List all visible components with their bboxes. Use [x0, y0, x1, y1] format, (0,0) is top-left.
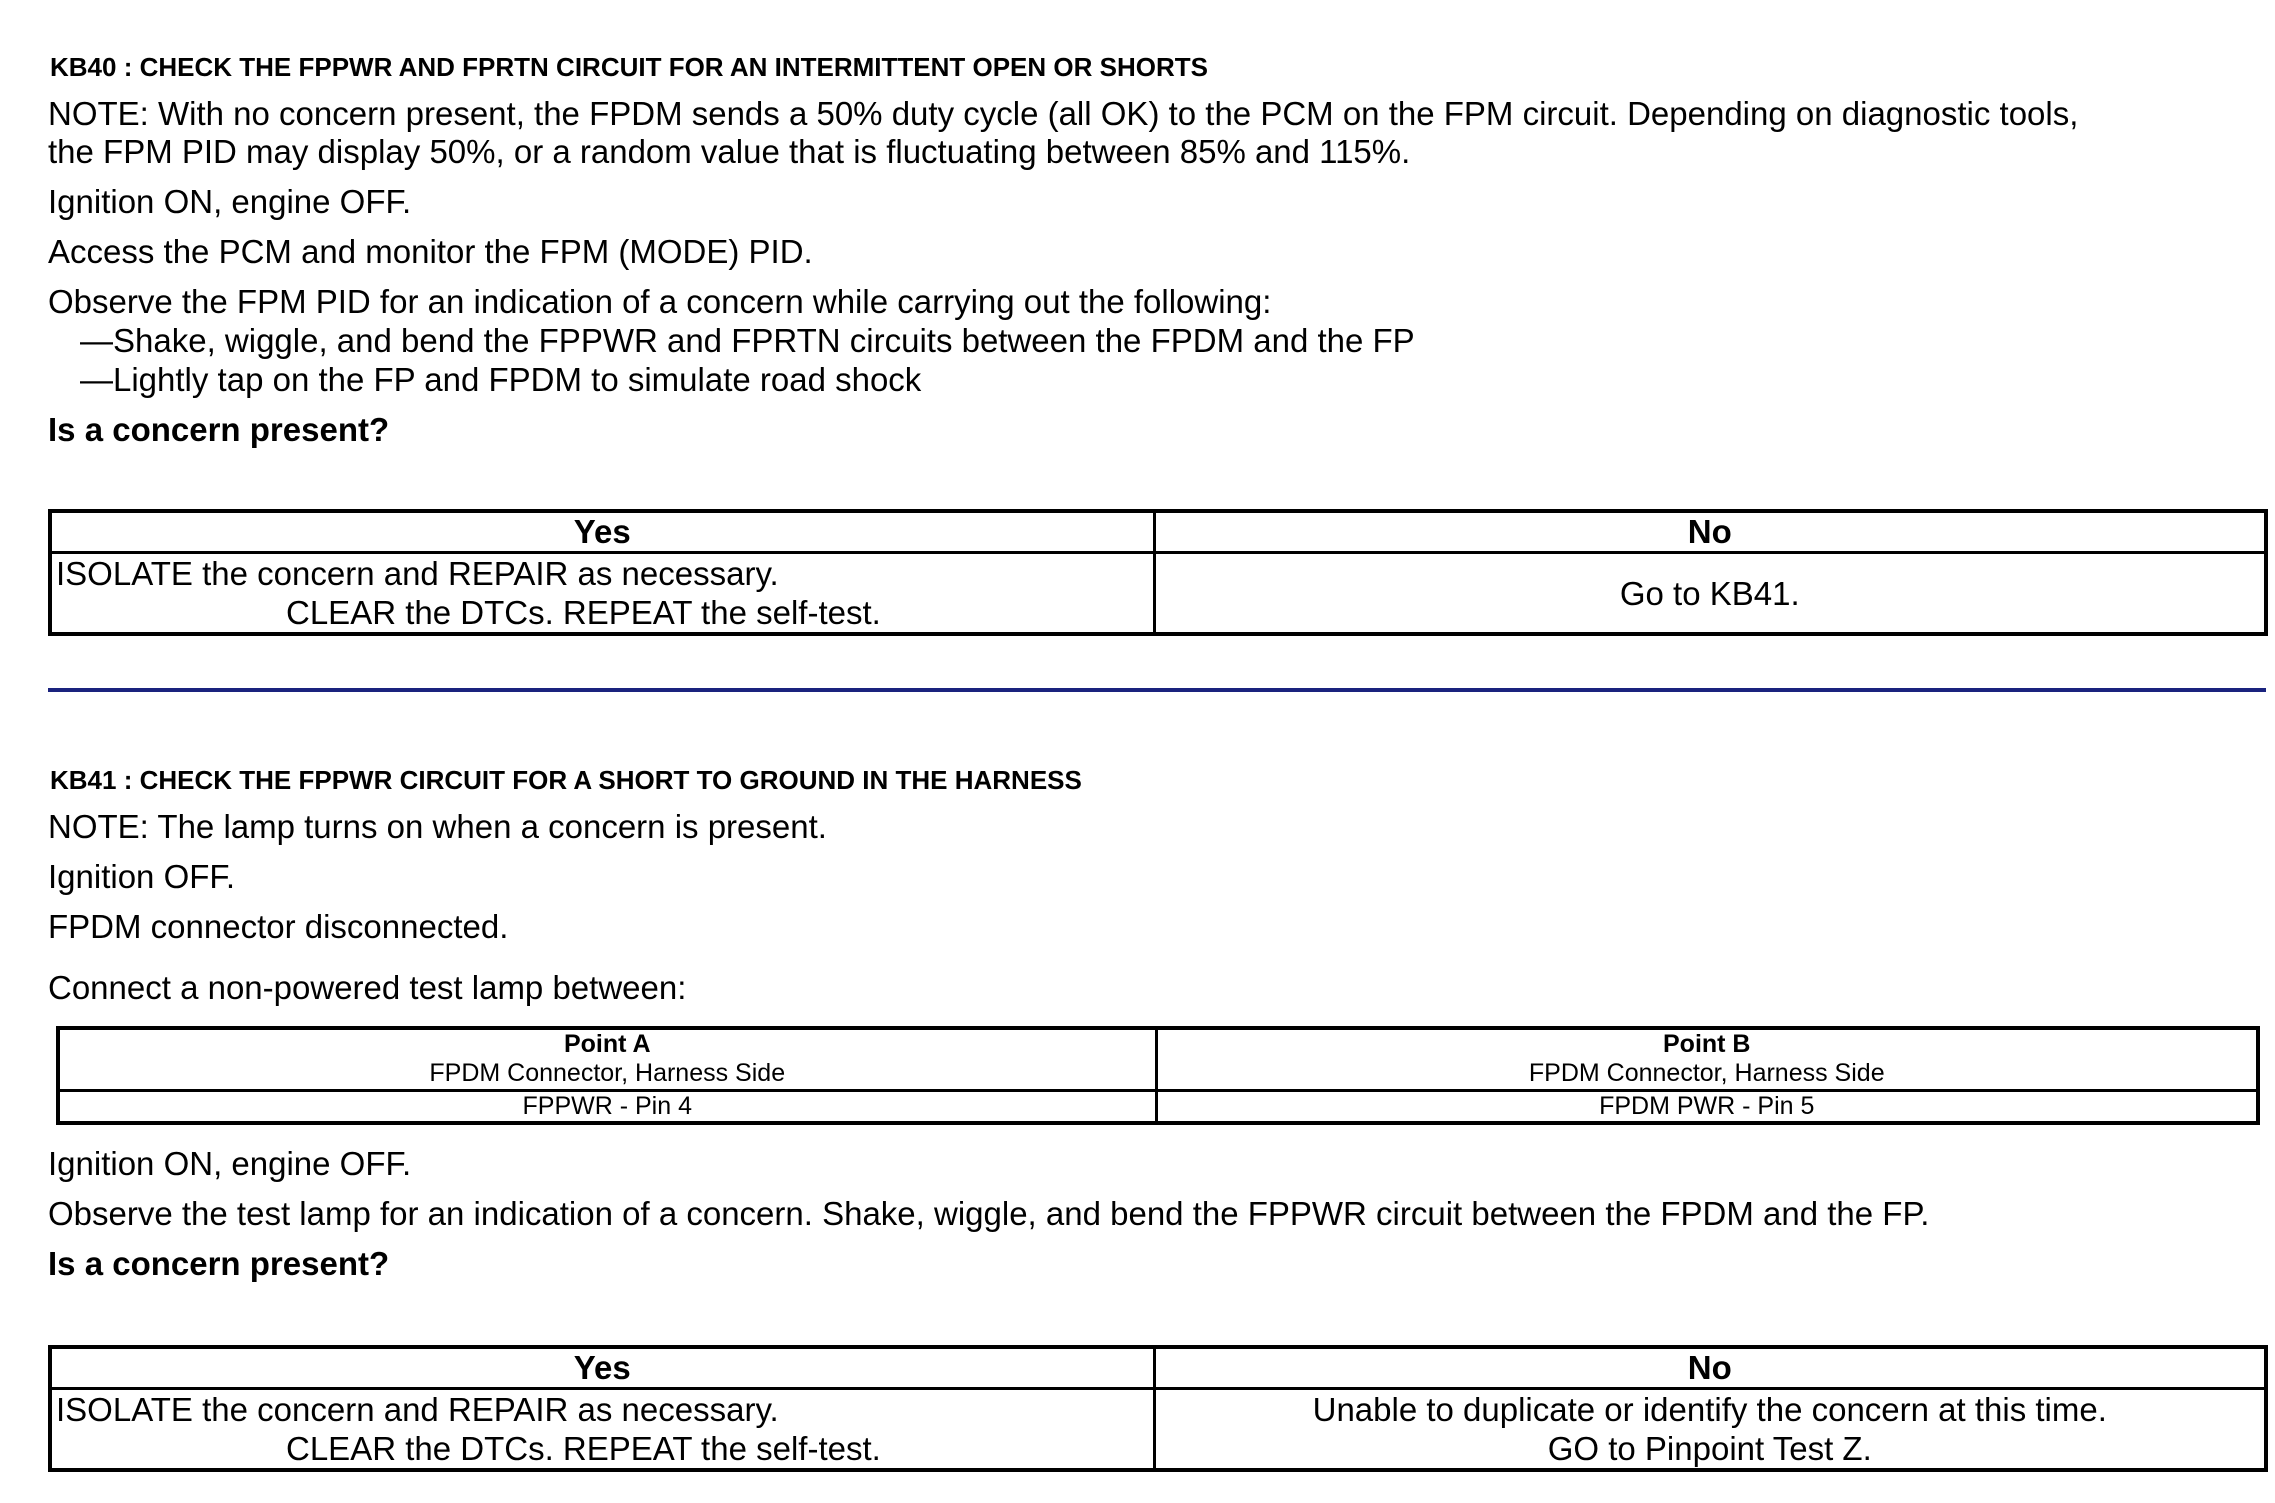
kb41-no-cell	[1154, 1389, 2266, 1471]
kb40-step-observe: Observe the FPM PID for an indication of a concern while carrying out the following:	[48, 283, 1272, 320]
kb41-step-ignition-off: Ignition OFF.	[48, 858, 236, 895]
kb41-step-connector: FPDM connector disconnected.	[48, 908, 509, 945]
kb40-result-table	[48, 509, 2268, 636]
kb41-points-table	[56, 1026, 2260, 1125]
point-b-sub: FPDM Connector, Harness Side	[1528, 1059, 1885, 1088]
point-a-pin: FPPWR - Pin 4	[58, 1090, 1156, 1123]
kb41-question: Is a concern present?	[48, 1245, 390, 1282]
point-a-title: Point A	[563, 1030, 651, 1059]
kb41-no-line1: Unable to duplicate or identify the concern at this time.	[1312, 1391, 2107, 1428]
kb41-yes-header: Yes	[50, 1347, 1154, 1389]
point-a-cell	[58, 1028, 1156, 1090]
kb40-no-header: No	[1154, 511, 2266, 553]
point-b-cell	[1156, 1028, 2258, 1090]
kb40-yes-cell	[50, 553, 1154, 635]
kb40-step-ignition: Ignition ON, engine OFF.	[48, 183, 412, 220]
kb40-note-line2: the FPM PID may display 50%, or a random value that is fluctuating between 85% and 115%.	[48, 133, 1411, 170]
kb40-step-access-pcm: Access the PCM and monitor the FPM (MODE) PID.	[48, 233, 813, 270]
section-divider	[48, 688, 2266, 692]
point-b-title: Point B	[1663, 1030, 1751, 1059]
kb40-heading: KB40 : CHECK THE FPPWR AND FPRTN CIRCUIT FOR AN INTERMITTENT OPEN OR SHORTS	[50, 52, 1208, 82]
kb41-step-ignition-on: Ignition ON, engine OFF.	[48, 1145, 412, 1182]
kb40-bullet-tap: —Lightly tap on the FP and FPDM to simulate road shock	[80, 361, 922, 398]
point-b-pin: FPDM PWR - Pin 5	[1156, 1090, 2258, 1123]
point-a-sub: FPDM Connector, Harness Side	[429, 1059, 786, 1088]
kb41-yes-line1: ISOLATE the concern and REPAIR as necessary.	[56, 1391, 779, 1428]
kb40-yes-line1: ISOLATE the concern and REPAIR as necessary.	[56, 555, 779, 592]
kb40-note-line1: NOTE: With no concern present, the FPDM sends a 50% duty cycle (all OK) to the PCM on the FPM circuit. Depending on diagnostic tools,	[48, 95, 2079, 132]
kb41-step-connect-lamp: Connect a non-powered test lamp between:	[48, 969, 687, 1006]
kb40-yes-line2: CLEAR the DTCs. REPEAT the self-test.	[286, 594, 881, 631]
kb41-yes-line2: CLEAR the DTCs. REPEAT the self-test.	[286, 1430, 881, 1467]
kb40-yes-header: Yes	[50, 511, 1154, 553]
kb41-no-line2: GO to Pinpoint Test Z.	[1547, 1430, 1872, 1467]
kb40-question: Is a concern present?	[48, 411, 390, 448]
kb41-yes-cell	[50, 1389, 1154, 1471]
kb41-result-table	[48, 1345, 2268, 1472]
kb40-bullet-shake: —Shake, wiggle, and bend the FPPWR and FPRTN circuits between the FPDM and the FP	[80, 322, 1415, 359]
kb41-note: NOTE: The lamp turns on when a concern is present.	[48, 808, 827, 845]
kb41-heading: KB41 : CHECK THE FPPWR CIRCUIT FOR A SHORT TO GROUND IN THE HARNESS	[50, 765, 1082, 795]
kb40-no-cell: Go to KB41.	[1154, 553, 2266, 635]
kb41-step-observe-lamp: Observe the test lamp for an indication of a concern. Shake, wiggle, and bend the FPPWR circuit between the FPDM and the FP.	[48, 1195, 1930, 1232]
kb41-no-header: No	[1154, 1347, 2266, 1389]
